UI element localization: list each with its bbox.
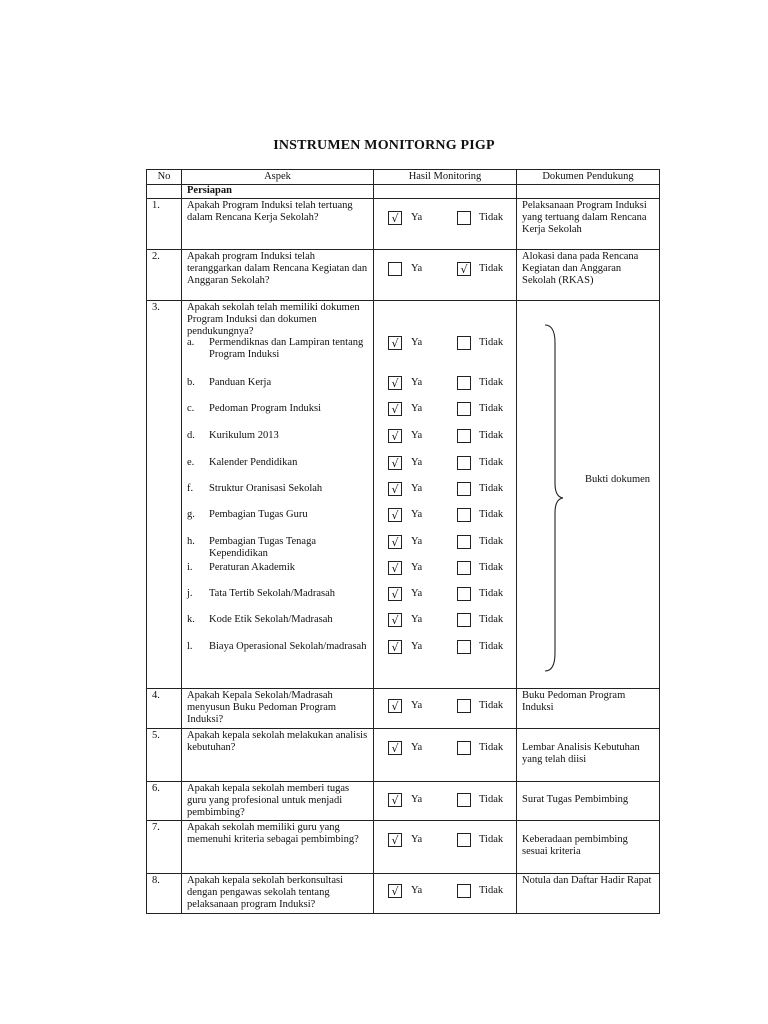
sub-item-letter: g. xyxy=(187,509,195,520)
dokumen-text: Bukti dokumen xyxy=(585,474,651,485)
row-number: 3. xyxy=(147,301,182,689)
aspek-text: Apakah sekolah memiliki guru yang memenuhi kriteria sebagai pembimbing? xyxy=(182,821,374,874)
dokumen-cell xyxy=(517,729,660,782)
row-number: 6. xyxy=(147,782,182,821)
ya-label: Ya xyxy=(411,509,423,520)
sub-item xyxy=(187,403,369,415)
ya-checkbox[interactable]: √ xyxy=(388,211,402,225)
ya-checkbox[interactable]: √ xyxy=(388,561,402,575)
aspek-text: Apakah sekolah telah memiliki dokumen Program Induksi dan dokumen pendukungnya? xyxy=(187,302,360,337)
tidak-checkbox[interactable]: √ xyxy=(457,262,471,276)
answer-pair xyxy=(388,884,503,898)
header-aspek: Aspek xyxy=(182,170,374,185)
tidak-label: Tidak xyxy=(479,700,504,711)
answer-pair xyxy=(388,833,503,847)
sub-item-letter: h. xyxy=(187,536,195,547)
answer-pair xyxy=(388,336,503,350)
sub-item-letter: c. xyxy=(187,403,195,414)
header-dokumen: Dokumen Pendukung xyxy=(517,170,660,185)
table-row xyxy=(147,782,660,821)
tidak-checkbox[interactable] xyxy=(457,833,471,847)
sub-item xyxy=(187,562,369,574)
sub-item-text: Tata Tertib Sekolah/Madrasah xyxy=(209,588,336,599)
ya-label: Ya xyxy=(411,536,423,547)
answer-pair xyxy=(388,640,503,654)
sub-item-letter: j. xyxy=(187,588,193,599)
ya-label: Ya xyxy=(411,430,423,441)
row-number: 2. xyxy=(147,250,182,301)
hasil-cell xyxy=(374,301,517,689)
sub-item-letter: e. xyxy=(187,457,195,468)
ya-label: Ya xyxy=(411,614,423,625)
tidak-label: Tidak xyxy=(479,536,504,547)
ya-checkbox[interactable]: √ xyxy=(388,613,402,627)
ya-label: Ya xyxy=(411,794,423,805)
ya-checkbox[interactable] xyxy=(388,262,402,276)
tidak-label: Tidak xyxy=(479,263,504,274)
curly-brace-icon xyxy=(543,323,565,673)
ya-label: Ya xyxy=(411,403,423,414)
monitoring-table xyxy=(146,169,660,914)
answer-pair xyxy=(388,793,503,807)
tidak-checkbox[interactable] xyxy=(457,336,471,350)
ya-checkbox[interactable]: √ xyxy=(388,336,402,350)
ya-label: Ya xyxy=(411,588,423,599)
tidak-label: Tidak xyxy=(479,457,504,468)
dokumen-text: Pelaksanaan Program Induksi yang tertuang dalam Rencana Kerja Sekolah xyxy=(517,199,660,250)
answer-pair xyxy=(388,613,503,627)
tidak-checkbox[interactable] xyxy=(457,587,471,601)
table-row xyxy=(147,821,660,874)
dokumen-cell xyxy=(517,301,660,689)
tidak-label: Tidak xyxy=(479,562,504,573)
tidak-label: Tidak xyxy=(479,337,504,348)
sub-item xyxy=(187,536,369,560)
sub-item xyxy=(187,641,369,653)
tidak-checkbox[interactable] xyxy=(457,884,471,898)
sub-item-text: Pembagian Tugas Tenaga Kependidikan xyxy=(209,536,316,559)
aspek-text: Apakah kepala sekolah melakukan analisis kebutuhan? xyxy=(182,729,374,782)
tidak-label: Tidak xyxy=(479,377,504,388)
tidak-label: Tidak xyxy=(479,483,504,494)
table-row xyxy=(147,729,660,782)
ya-label: Ya xyxy=(411,457,423,468)
table-row xyxy=(147,874,660,914)
row-number: 8. xyxy=(147,874,182,914)
sub-item-letter: l. xyxy=(187,641,193,652)
tidak-checkbox[interactable] xyxy=(457,402,471,416)
tidak-checkbox[interactable] xyxy=(457,613,471,627)
sub-item xyxy=(187,483,369,495)
sub-item xyxy=(187,337,369,361)
ya-checkbox[interactable]: √ xyxy=(388,508,402,522)
answer-pair xyxy=(388,376,503,390)
ya-label: Ya xyxy=(411,562,423,573)
tidak-checkbox[interactable] xyxy=(457,376,471,390)
tidak-checkbox[interactable] xyxy=(457,699,471,713)
ya-label: Ya xyxy=(411,834,423,845)
sub-item-text: Kurikulum 2013 xyxy=(209,430,279,441)
section-label: Persiapan xyxy=(182,185,374,199)
answer-pair xyxy=(388,561,503,575)
sub-item-text: Kode Etik Sekolah/Madrasah xyxy=(209,614,333,625)
tidak-label: Tidak xyxy=(479,614,504,625)
table-row xyxy=(147,301,660,689)
ya-checkbox[interactable]: √ xyxy=(388,699,402,713)
answer-pair xyxy=(388,508,503,522)
hasil-cell xyxy=(374,199,517,250)
sub-item xyxy=(187,430,369,442)
ya-checkbox[interactable]: √ xyxy=(388,482,402,496)
section-row xyxy=(147,185,660,199)
answer-pair xyxy=(388,262,503,276)
ya-label: Ya xyxy=(411,641,423,652)
tidak-label: Tidak xyxy=(479,588,504,599)
sub-item-letter: f. xyxy=(187,483,194,494)
header-no: No xyxy=(147,170,182,185)
hasil-cell xyxy=(374,689,517,729)
table-row xyxy=(147,689,660,729)
ya-checkbox[interactable]: √ xyxy=(388,402,402,416)
answer-pair xyxy=(388,699,503,713)
ya-checkbox[interactable]: √ xyxy=(388,429,402,443)
sub-item xyxy=(187,457,369,469)
tidak-label: Tidak xyxy=(479,885,504,896)
sub-item-letter: i. xyxy=(187,562,193,573)
tidak-label: Tidak xyxy=(479,509,504,520)
tidak-checkbox[interactable] xyxy=(457,508,471,522)
sub-item-letter: k. xyxy=(187,614,195,625)
table-row xyxy=(147,250,660,301)
tidak-label: Tidak xyxy=(479,641,504,652)
aspek-text: Apakah Kepala Sekolah/Madrasah menyusun Buku Pedoman Program Induksi? xyxy=(182,689,374,729)
sub-item xyxy=(187,509,369,521)
row-number: 1. xyxy=(147,199,182,250)
dokumen-text: Surat Tugas Pembimbing xyxy=(522,794,629,805)
row-number: 5. xyxy=(147,729,182,782)
hasil-cell xyxy=(374,729,517,782)
hasil-cell xyxy=(374,874,517,914)
ya-label: Ya xyxy=(411,337,423,348)
sub-item-text: Biaya Operasional Sekolah/madrasah xyxy=(209,641,367,652)
tidak-label: Tidak xyxy=(479,430,504,441)
ya-label: Ya xyxy=(411,263,423,274)
answer-pair xyxy=(388,741,503,755)
hasil-cell xyxy=(374,821,517,874)
tidak-checkbox[interactable] xyxy=(457,429,471,443)
sub-item-letter: a. xyxy=(187,337,195,348)
sub-item-text: Kalender Pendidikan xyxy=(209,457,298,468)
aspek-text: Apakah Program Induksi telah tertuang dalam Rencana Kerja Sekolah? xyxy=(182,199,374,250)
dokumen-text: Buku Pedoman Program Induksi xyxy=(517,689,660,729)
tidak-checkbox[interactable] xyxy=(457,211,471,225)
dokumen-text: Keberadaan pembimbing sesuai kriteria xyxy=(522,834,628,857)
dokumen-cell xyxy=(517,821,660,874)
aspek-text: Apakah program Induksi telah teranggarkan dalam Rencana Kegiatan dan Anggaran Sekolah? xyxy=(182,250,374,301)
ya-label: Ya xyxy=(411,483,423,494)
sub-item-text: Permendiknas dan Lampiran tentang Program Induksi xyxy=(209,337,364,360)
answer-pair xyxy=(388,482,503,496)
tidak-label: Tidak xyxy=(479,403,504,414)
ya-checkbox[interactable]: √ xyxy=(388,456,402,470)
sub-item-letter: b. xyxy=(187,377,195,388)
tidak-checkbox[interactable] xyxy=(457,640,471,654)
ya-checkbox[interactable]: √ xyxy=(388,793,402,807)
answer-pair xyxy=(388,535,503,549)
row-number: 4. xyxy=(147,689,182,729)
row-number: 7. xyxy=(147,821,182,874)
dokumen-text: Notula dan Daftar Hadir Rapat xyxy=(517,874,660,914)
ya-label: Ya xyxy=(411,377,423,388)
hasil-cell xyxy=(374,782,517,821)
tidak-checkbox[interactable] xyxy=(457,456,471,470)
tidak-checkbox[interactable] xyxy=(457,535,471,549)
sub-item-text: Pembagian Tugas Guru xyxy=(209,509,308,520)
ya-label: Ya xyxy=(411,885,423,896)
ya-checkbox[interactable]: √ xyxy=(388,884,402,898)
sub-item-text: Struktur Oranisasi Sekolah xyxy=(209,483,323,494)
ya-label: Ya xyxy=(411,212,423,223)
sub-item xyxy=(187,588,369,600)
dokumen-cell xyxy=(517,782,660,821)
answer-pair xyxy=(388,456,503,470)
answer-pair xyxy=(388,587,503,601)
tidak-checkbox[interactable] xyxy=(457,793,471,807)
tidak-label: Tidak xyxy=(479,834,504,845)
hasil-cell xyxy=(374,250,517,301)
sub-item-text: Panduan Kerja xyxy=(209,377,272,388)
table-row xyxy=(147,199,660,250)
tidak-label: Tidak xyxy=(479,212,504,223)
aspek-cell xyxy=(182,301,374,689)
tidak-checkbox[interactable] xyxy=(457,482,471,496)
tidak-label: Tidak xyxy=(479,742,504,753)
ya-checkbox[interactable]: √ xyxy=(388,741,402,755)
ya-checkbox[interactable]: √ xyxy=(388,833,402,847)
ya-checkbox[interactable]: √ xyxy=(388,587,402,601)
answer-pair xyxy=(388,402,503,416)
sub-item xyxy=(187,614,369,626)
answer-pair xyxy=(388,429,503,443)
sub-item-text: Peraturan Akademik xyxy=(209,562,296,573)
ya-label: Ya xyxy=(411,700,423,711)
document-title: INSTRUMEN MONITORNG PIGP xyxy=(273,138,495,153)
sub-item-text: Pedoman Program Induksi xyxy=(209,403,321,414)
aspek-text: Apakah kepala sekolah memberi tugas guru yang profesional untuk menjadi pembimbing? xyxy=(182,782,374,821)
ya-checkbox[interactable]: √ xyxy=(388,640,402,654)
header-hasil: Hasil Monitoring xyxy=(374,170,517,185)
sub-item xyxy=(187,377,369,389)
ya-checkbox[interactable]: √ xyxy=(388,376,402,390)
sub-item-letter: d. xyxy=(187,430,195,441)
tidak-label: Tidak xyxy=(479,794,504,805)
ya-checkbox[interactable]: √ xyxy=(388,535,402,549)
dokumen-text: Lembar Analisis Kebutuhan yang telah diisi xyxy=(522,742,640,765)
table-header-row xyxy=(147,170,660,185)
answer-pair xyxy=(388,211,503,225)
tidak-checkbox[interactable] xyxy=(457,741,471,755)
ya-label: Ya xyxy=(411,742,423,753)
dokumen-text: Alokasi dana pada Rencana Kegiatan dan Anggaran Sekolah (RKAS) xyxy=(517,250,660,301)
aspek-text: Apakah kepala sekolah berkonsultasi dengan pengawas sekolah tentang pelaksanaan program Induksi? xyxy=(182,874,374,914)
tidak-checkbox[interactable] xyxy=(457,561,471,575)
